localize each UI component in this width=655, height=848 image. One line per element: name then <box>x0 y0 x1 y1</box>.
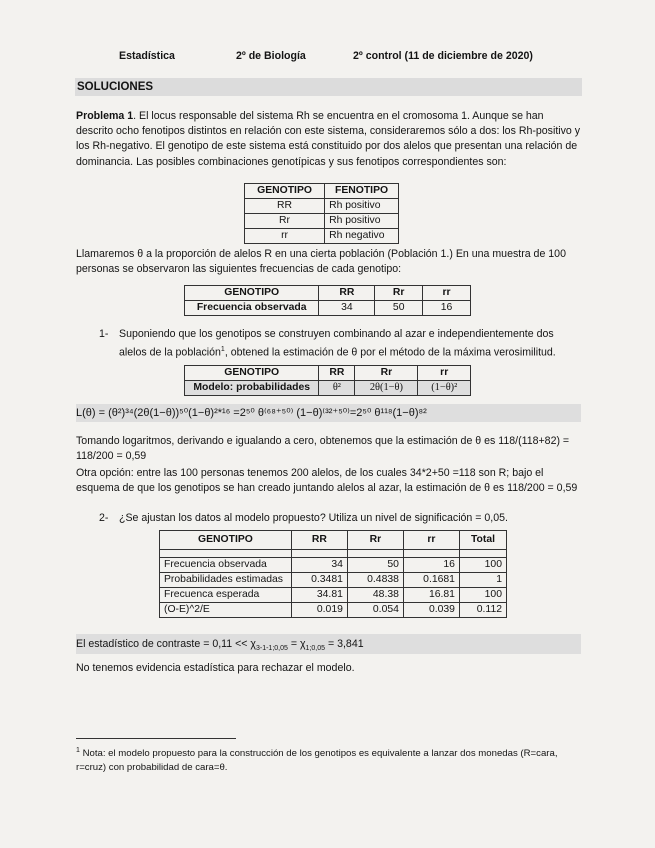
observed-frequency-table <box>184 285 471 316</box>
table-cell: 0.112 <box>459 603 506 618</box>
header-subject: Estadística <box>119 50 175 62</box>
row-label: Modelo: probabilidades <box>185 381 319 396</box>
header-exam: 2º control (11 de diciembre de 2020) <box>353 50 533 62</box>
table-row <box>245 184 399 199</box>
question-number: 1- <box>99 328 109 340</box>
table-cell: 0.1681 <box>403 573 459 588</box>
problem-label: Problema 1 <box>76 110 134 122</box>
footnote-text: Nota: el modelo propuesto para la construcción de los genotipos es equivalente a lanzar dos monedas (R=cara, r=cruz) con probabilidad de cara=θ. <box>76 748 558 774</box>
table-cell <box>160 550 292 558</box>
footnote-mark: 1 <box>76 747 80 754</box>
table-row <box>160 558 507 573</box>
question-text: , obtened la estimación de θ por el método de la máxima verosimilitud. <box>224 346 556 359</box>
chi-square-table <box>159 530 507 618</box>
table-row <box>185 366 471 381</box>
table-header: GENOTIPO <box>185 286 319 301</box>
table-cell: 50 <box>347 558 403 573</box>
table-cell <box>347 550 403 558</box>
model-probabilities-table <box>184 365 471 396</box>
table-row <box>160 573 507 588</box>
table-cell: 34.81 <box>291 588 347 603</box>
likelihood-formula: L(θ) = (θ²)³⁴(2θ(1−θ))⁵⁰(1−θ)²*¹⁶ =2⁵⁰ θ⁽⁶⁸⁺⁵⁰⁾ (1−θ)⁽³²⁺⁵⁰⁾=2⁵⁰ θ¹¹⁸(1−θ)⁸² <box>76 404 581 422</box>
table-cell: 0.3481 <box>291 573 347 588</box>
table-cell: Rh positivo <box>325 199 399 214</box>
table-cell: 0.4838 <box>347 573 403 588</box>
table-cell <box>291 550 347 558</box>
question-2 <box>99 511 579 526</box>
table-header: RR <box>319 366 355 381</box>
question-1 <box>99 327 579 361</box>
problem-text: . El locus responsable del sistema Rh se encuentra en el cromosoma 1. Aunque se han descrito ocho fenotipos distintos en relación con este sistema, consideraremos sólo a dos: los Rh-positivo y los Rh-negativo. El genotipo de este sistema está constituido por dos alelos que presentan una relación de dominancia. Las posibles combinaciones genotípicas y sus fenotipos correspondientes son: <box>76 110 581 168</box>
table-row <box>185 286 471 301</box>
table-header: rr <box>403 531 459 550</box>
row-label: Probabilidades estimadas <box>160 573 292 588</box>
table-cell <box>459 550 506 558</box>
question-number: 2- <box>99 512 109 524</box>
table-row <box>160 550 507 558</box>
table-header: rr <box>423 286 471 301</box>
table-cell: (1−θ)² <box>418 381 471 396</box>
table-cell: Rr <box>245 214 325 229</box>
table-cell: 2θ(1−θ) <box>355 381 418 396</box>
table-cell: rr <box>245 229 325 244</box>
table-cell: 100 <box>459 558 506 573</box>
table-cell: 34 <box>319 301 375 316</box>
paragraph-theta: Llamaremos θ a la proporción de alelos R en una cierta población (Población 1.) En una muestra de 100 personas se observaron las siguientes frecuencias de cada genotipo: <box>76 248 566 276</box>
table-cell: 1 <box>459 573 506 588</box>
table-header: GENOTIPO <box>185 366 319 381</box>
contrast-statistic <box>76 634 581 654</box>
paragraph-log: Tomando logaritmos, derivando e igualando a cero, obtenemos que la estimación de θ es 118/(118+82) = 118/200 = 0,59 <box>76 435 570 463</box>
question-text: Suponiendo que los genotipos se construyen combinando al azar e independientemente dos alelos de la población <box>119 328 554 359</box>
table-cell: 0.054 <box>347 603 403 618</box>
table-header: Rr <box>375 286 423 301</box>
question-text: ¿Se ajustan los datos al modelo propuesto? Utiliza un nivel de significación = 0,05. <box>119 512 508 524</box>
contrast-subscript: 3-1-1;0,05 <box>255 645 288 653</box>
section-title: SOLUCIONES <box>75 78 582 96</box>
row-label: Frecuencia observada <box>185 301 319 316</box>
row-label: Frecuencia observada <box>160 558 292 573</box>
table-header: Rr <box>355 366 418 381</box>
contrast-text: El estadístico de contraste = 0,11 << χ <box>76 638 256 650</box>
table-row <box>185 301 471 316</box>
paragraph-other: Otra opción: entre las 100 personas tenemos 200 alelos, de los cuales 34*2+50 =118 son R; bajo el esquema de que los genotipos se han creado juntando alelos al azar, la estimación de θ es 118/200 = 0,59 <box>76 467 578 495</box>
contrast-subscript: 1;0,05 <box>305 645 326 653</box>
table-cell: 34 <box>291 558 347 573</box>
table-header: Total <box>459 531 506 550</box>
table-row <box>245 214 399 229</box>
table-cell: Rh positivo <box>325 214 399 229</box>
table-cell: 48.38 <box>347 588 403 603</box>
table-row <box>160 588 507 603</box>
table-cell: 0.019 <box>291 603 347 618</box>
table-row <box>160 531 507 550</box>
table-header: GENOTIPO <box>160 531 292 550</box>
table-cell: RR <box>245 199 325 214</box>
table-header: RR <box>291 531 347 550</box>
row-label: (O-E)^2/E <box>160 603 292 618</box>
footnote <box>76 744 581 775</box>
table-cell: Rh negativo <box>325 229 399 244</box>
table-cell: θ² <box>319 381 355 396</box>
table-cell: 16 <box>423 301 471 316</box>
table-header: FENOTIPO <box>325 184 399 199</box>
table-header: Rr <box>347 531 403 550</box>
footnote-mark: 1 <box>220 346 225 354</box>
table-row <box>245 199 399 214</box>
table-header: GENOTIPO <box>245 184 325 199</box>
table-row <box>185 381 471 396</box>
row-label: Frecuenca esperada <box>160 588 292 603</box>
header-course: 2º de Biología <box>236 50 306 62</box>
table-cell <box>403 550 459 558</box>
contrast-text: = 3,841 <box>325 638 364 650</box>
table-cell: 50 <box>375 301 423 316</box>
table-row <box>160 603 507 618</box>
conclusion: No tenemos evidencia estadística para rechazar el modelo. <box>76 662 355 674</box>
table-header: RR <box>319 286 375 301</box>
problem-intro <box>76 109 581 170</box>
table-row <box>245 229 399 244</box>
table-header: rr <box>418 366 471 381</box>
footnote-divider <box>76 738 236 739</box>
table-cell: 16.81 <box>403 588 459 603</box>
genotype-phenotype-table <box>244 183 399 244</box>
table-cell: 100 <box>459 588 506 603</box>
table-cell: 16 <box>403 558 459 573</box>
table-cell: 0.039 <box>403 603 459 618</box>
contrast-text: = χ <box>287 638 306 650</box>
